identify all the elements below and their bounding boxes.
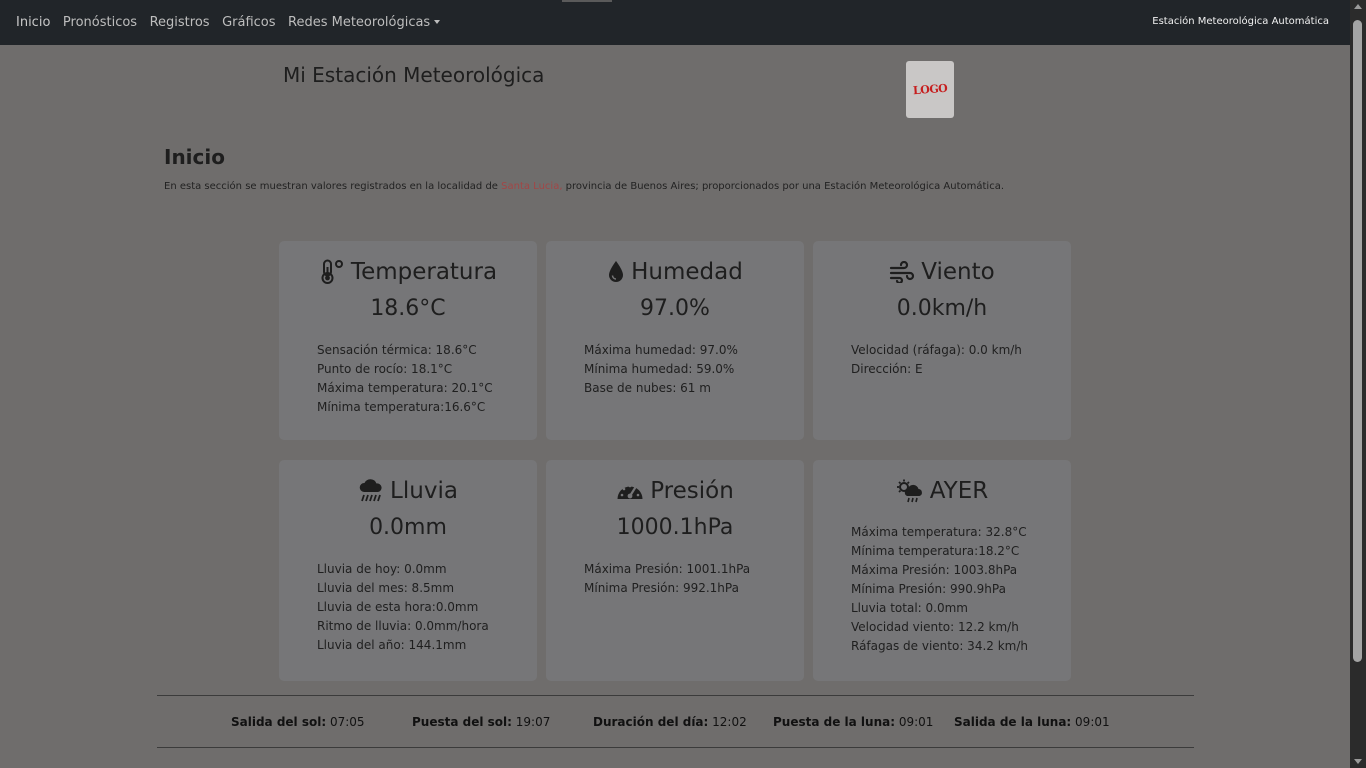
- card-temperatura-header: [279, 259, 537, 285]
- sunset-label: Puesta del sol:: [412, 715, 512, 729]
- daylength-label: Duración del día:: [593, 715, 709, 729]
- divider-top: [157, 695, 1194, 696]
- detail-line: Velocidad (ráfaga): 0.0 km/h: [851, 343, 1022, 357]
- card-temperatura-value: 18.6°C: [370, 296, 446, 321]
- wind-icon: [889, 261, 915, 283]
- card-lluvia-details: [317, 560, 489, 655]
- card-ayer-details: [851, 523, 1028, 656]
- card-lluvia-value: 0.0mm: [369, 515, 447, 540]
- detail-line: Punto de rocío: 18.1°C: [317, 362, 453, 376]
- detail-line: Mínima Presión: 990.9hPa: [851, 582, 1006, 596]
- daylength-info: [593, 715, 747, 729]
- nav-links: [16, 15, 453, 30]
- detail-line: Velocidad viento: 12.2 km/h: [851, 620, 1019, 634]
- detail-line: Lluvia de esta hora:0.0mm: [317, 600, 479, 614]
- logo-text: LOGO: [912, 81, 948, 98]
- divider-bottom: [157, 747, 1194, 748]
- moonset-info: [773, 715, 933, 729]
- page-title: Inicio: [164, 145, 225, 169]
- card-humedad: [546, 241, 804, 440]
- detail-line: Máxima humedad: 97.0%: [584, 343, 738, 357]
- card-lluvia-header: [279, 478, 537, 504]
- card-humedad-title: Humedad: [631, 259, 743, 285]
- sunrise-info: [231, 715, 365, 729]
- scroll-thumb[interactable]: [1353, 20, 1362, 662]
- droplet-icon: [607, 260, 625, 284]
- moonset-value: 09:01: [895, 715, 934, 729]
- daylength-value: 12:02: [708, 715, 747, 729]
- detail-line: Mínima temperatura:16.6°C: [317, 400, 486, 414]
- detail-line: Máxima temperatura: 32.8°C: [851, 525, 1027, 539]
- card-temperatura-details: [317, 341, 493, 417]
- card-ayer: [813, 460, 1071, 681]
- nav-link-registros[interactable]: Registros: [149, 15, 210, 30]
- logo: [906, 61, 954, 118]
- card-presion-title: Presión: [650, 478, 734, 504]
- card-presion-details: [584, 560, 750, 598]
- moonrise-info: [954, 715, 1110, 729]
- card-viento-details: [851, 341, 1022, 379]
- nav-link-graficos[interactable]: Gráficos: [222, 15, 276, 30]
- card-temperatura: [279, 241, 537, 440]
- detail-line: Lluvia de hoy: 0.0mm: [317, 562, 447, 576]
- detail-line: Máxima Presión: 1001.1hPa: [584, 562, 751, 576]
- intro-after: provincia de Buenos Aires; proporcionados por una Estación Meteorológica Automática.: [562, 181, 1005, 192]
- card-humedad-details: [584, 341, 738, 398]
- sunrise-label: Salida del sol:: [231, 715, 327, 729]
- detail-line: Ritmo de lluvia: 0.0mm/hora: [317, 619, 489, 633]
- scroll-up-arrow-icon[interactable]: [1354, 4, 1362, 9]
- nav-dropdown-redes[interactable]: [288, 15, 440, 30]
- card-lluvia: [279, 460, 537, 681]
- detail-line: Mínima Presión: 992.1hPa: [584, 581, 739, 595]
- detail-line: Ráfagas de viento: 34.2 km/h: [851, 639, 1029, 653]
- detail-line: Dirección: E: [851, 362, 923, 376]
- sunset-value: 19:07: [511, 715, 551, 729]
- card-humedad-value: 97.0%: [640, 296, 710, 321]
- card-viento-header: [813, 259, 1071, 285]
- card-ayer-title: AYER: [929, 478, 989, 504]
- site-title: Mi Estación Meteorológica: [283, 63, 545, 87]
- card-viento-title: Viento: [921, 259, 995, 285]
- scroll-down-arrow-icon[interactable]: [1354, 759, 1362, 764]
- page-scrollbar[interactable]: [1350, 0, 1366, 768]
- thermometer-icon: [319, 259, 345, 285]
- nav-link-inicio[interactable]: Inicio: [16, 15, 51, 30]
- card-presion-header: [546, 478, 804, 504]
- nav-link-pronosticos[interactable]: Pronósticos: [62, 15, 138, 30]
- card-lluvia-title: Lluvia: [390, 478, 458, 504]
- top-navbar: [0, 0, 1350, 45]
- detail-line: Lluvia total: 0.0mm: [851, 601, 968, 615]
- card-viento: [813, 241, 1071, 440]
- nav-dropdown-redes-label: Redes Meteorológicas: [288, 15, 431, 30]
- caret-down-icon: [434, 20, 440, 24]
- locality-link[interactable]: Santa Lucia,: [501, 181, 563, 192]
- card-temperatura-title: Temperatura: [350, 259, 498, 285]
- detail-line: Sensación térmica: 18.6°C: [317, 343, 477, 357]
- navbar-brand[interactable]: Estación Meteorológica Automática: [1152, 16, 1329, 27]
- moonrise-value: 09:01: [1071, 715, 1110, 729]
- cloud-sun-rain-icon: [896, 479, 924, 503]
- card-ayer-header: [813, 478, 1071, 504]
- detail-line: Mínima humedad: 59.0%: [584, 362, 735, 376]
- card-presion: [546, 460, 804, 681]
- intro-text: [164, 181, 1004, 192]
- detail-line: Máxima Presión: 1003.8hPa: [851, 563, 1018, 577]
- moonset-label: Puesta de la luna:: [773, 715, 896, 729]
- card-humedad-header: [546, 259, 804, 285]
- detail-line: Base de nubes: 61 m: [584, 381, 711, 395]
- sunset-info: [412, 715, 550, 729]
- detail-line: Lluvia del año: 144.1mm: [317, 638, 467, 652]
- detail-line: Mínima temperatura:18.2°C: [851, 544, 1020, 558]
- gauge-icon: [616, 480, 644, 502]
- card-viento-value: 0.0km/h: [896, 296, 988, 321]
- cloud-rain-icon: [358, 479, 384, 503]
- tab-indicator: [562, 0, 612, 2]
- moonrise-label: Salida de la luna:: [954, 715, 1072, 729]
- detail-line: Lluvia del mes: 8.5mm: [317, 581, 455, 595]
- intro-before: En esta sección se muestran valores registrados en la localidad de: [164, 181, 502, 192]
- sunrise-value: 07:05: [326, 715, 365, 729]
- card-presion-value: 1000.1hPa: [616, 515, 734, 540]
- detail-line: Máxima temperatura: 20.1°C: [317, 381, 493, 395]
